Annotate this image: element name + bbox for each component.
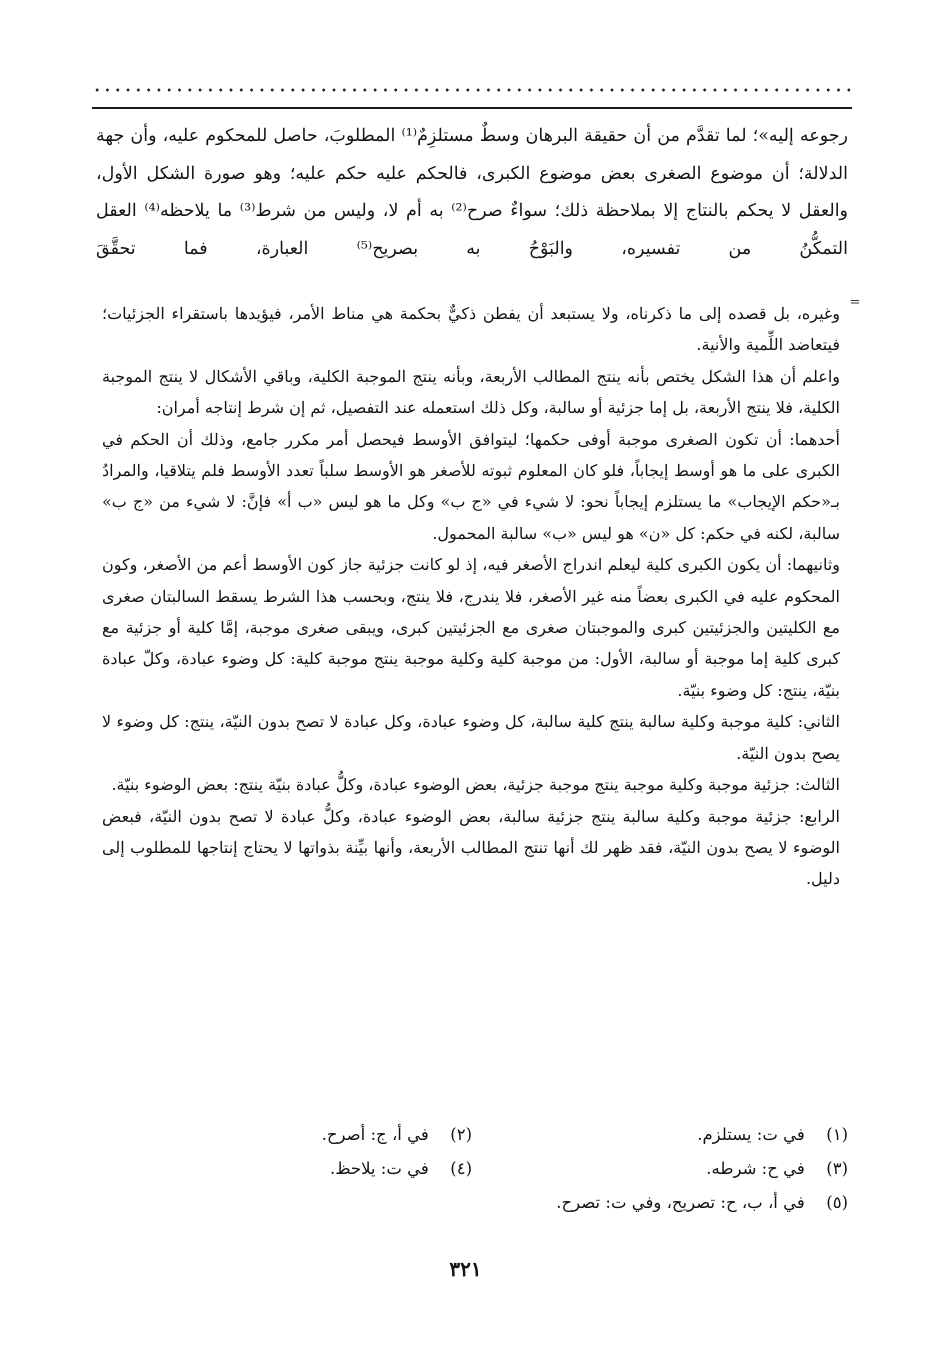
commentary-paragraph-7: الرابع: جزئية موجبة وكلية سالبة ينتج جزئية سالبة، بعض الوضوء عبادة، وكلُّ عبادة لا تصح بدون النيّة، فبعض الوضوء لا يصح بدون النيّة، فقد ظهر لك أنها تنتج المطالب الأربعة، وأنها بيِّنة بذواتها لا يحتاج إنتاجها للمطلوب إلى دليل. [102,806,840,889]
header-rule [92,107,852,109]
footnote-2 [96,1118,472,1152]
footnote-number: (٤) [450,1159,472,1178]
footnotes [96,1118,848,1220]
footnote-row [96,1152,848,1186]
footnote-5 [556,1186,848,1220]
main-text: رجوعه إليه»؛ لما تقدَّم من أن حقيقة البرهان وسطٌ مستلزِمٌ⁽¹⁾ المطلوبَ، حاصل للمحكوم عليه، وأن جهة الدلالة؛ أن موضوع الصغرى بعض موضوع الكبرى، فالحكم عليه حكم عليه؛ وهو صورة الشكل الأول، والعقل لا يحكم بالنتاج إلا بملاحظة ذلك؛ سواءٌ صرح⁽²⁾ به أم لا، وليس من شرط⁽³⁾ ما يلاحظه⁽⁴⁾ العقل التمكُّنُ من تفسيره، والبَوْحُ به بصريح⁽⁵⁾ العبارة، فما تحقَّقَ [96,126,849,259]
commentary-paragraph-4: وثانيهما: أن يكون الكبرى كلية ليعلم اندراج الأصغر فيه، إذ لو كانت جزئية جاز كون الأوسط أعم من الأصغر، وكون المحكوم عليه في الكبرى بعضاً منه غير الأصغر، فلا يندرج، فلا ينتج، وبحسب هذا الشرط يسقط السالبتان صغرى مع الكليتين والجزئيتين كبرى والموجبتان صغرى مع الجزئيتين كبرى، ويبقى صغرى موجبة، إمَّا كلية أو جزئية مع كبرى كلية إما موجبة أو سالبة، الأول: من موجبة كلية وكلية موجبة ينتج موجبة كلية: كل وضوء عبادة، وكلّ عبادة بنيّة، ينتج: كل وضوء بنيّة. [102,555,841,700]
commentary-paragraph-2: واعلم أن هذا الشكل يختص بأنه ينتج المطالب الأربعة، وبأنه ينتج الموجبة الكلية، وباقي الأشكال لا ينتج الموجبة الكلية، فلا ينتج الأربعة، بل إما جزئية أو سالبة، وكل ذلك استعمله عند التفصيل، ثم إن شرط إنتاجه أمران: [102,366,840,418]
commentary-paragraph-3: أحدهما: أن تكون الصغرى موجبة أوفى حكمها؛ ليتوافق الأوسط فيحصل أمر مكرر جامع، وذلك أن الحكم في الكبرى على ما هو أوسط إيجاباً، فلو كان المعلوم ثبوته للأصغر هو الأوسط سلباً تعدد الأوسط فلم يتلاقيا، والمرادُ بـ«حكم الإيجاب» ما يستلزم إيجاباً نحو: لا شيء في «ج ب» وكل ما هو ليس «ب أ» فإنَّ: لا شيء من «ج ب» سالبة، لكنه في حكم: كل «ن» هو ليس «ب» سالبة المحمول. [102,429,840,543]
footnote-1 [472,1118,848,1152]
footnote-text: في ح: شرطه. [706,1159,805,1178]
page-number: ٣٢١ [449,1257,482,1281]
footnote-text: في أ، ج: أصرح. [321,1125,429,1144]
footnote-number: (٥) [826,1193,848,1212]
footnote-row [96,1118,848,1152]
footnote-3 [472,1152,848,1186]
footnote-number: (١) [826,1125,848,1144]
footnote-4 [96,1152,472,1186]
footnote-text: في أ، ب، ح: تصريح، وفي ت: تصرح. [556,1193,805,1212]
footnote-text: في ت: يستلزم. [697,1125,805,1144]
commentary-paragraph-6: الثالث: جزئية موجبة وكلية موجبة ينتج موجبة جزئية، بعض الوضوء عبادة، وكلُّ عبادة بنيّة ينتج: بعض الوضوء بنيّة. [111,775,840,795]
commentary-block [102,298,840,895]
footnote-number: (٣) [826,1159,848,1178]
footnote-number: (٢) [450,1125,472,1144]
commentary-paragraph-5: الثاني: كلية موجبة وكلية سالبة ينتج كلية سالبة، كل وضوء عبادة، وكل عبادة لا تصح بدون النيّة، ينتج: كل وضوء لا يصح بدون النيّة. [102,712,840,763]
commentary-paragraph-1: وغيره، بل قصده إلى ما ذكرناه، ولا يستبعد أن يفطن ذكيٌّ بحكمة هي مناط الأمر، فيؤيدها باستقراء الجزئيات؛ فيتعاضد اللِّمية والأنية. [102,304,840,355]
continuation-mark-glyph: = [849,295,861,310]
footnote-row [96,1186,848,1220]
dotted-separator [92,86,852,94]
continuation-mark [849,295,861,310]
footnote-text: في ت: يلاحظ. [329,1159,429,1178]
